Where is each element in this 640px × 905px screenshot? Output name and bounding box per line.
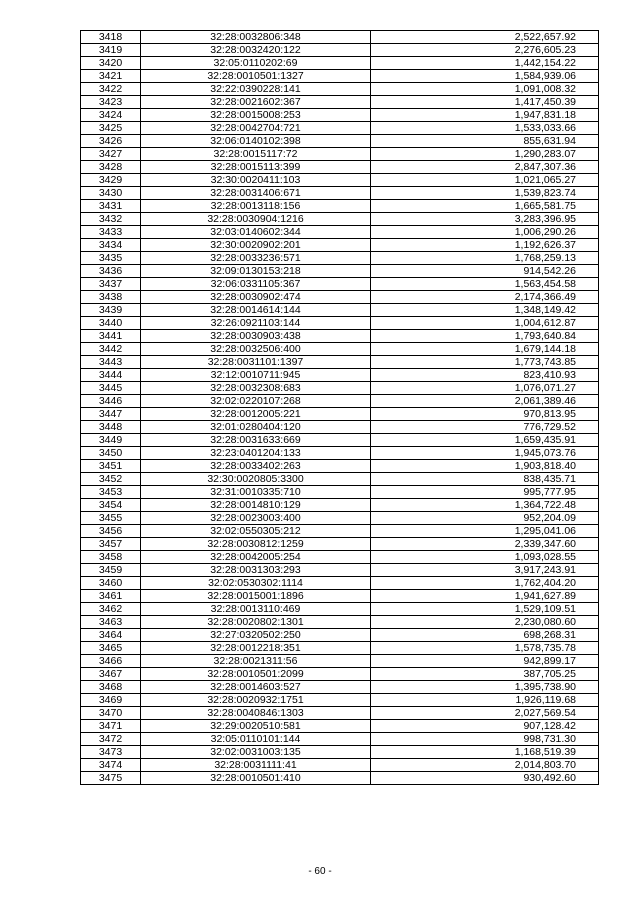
value-cell: 907,128.42 (371, 720, 599, 733)
value-cell: 823,410.93 (371, 369, 599, 382)
row-number-cell: 3427 (81, 148, 141, 161)
value-cell: 1,348,149.42 (371, 304, 599, 317)
cadastral-number-cell: 32:28:0020802:1301 (141, 616, 371, 629)
row-number-cell: 3468 (81, 681, 141, 694)
cadastral-number-cell: 32:05:0110202:69 (141, 57, 371, 70)
row-number-cell: 3422 (81, 83, 141, 96)
table-row (81, 603, 599, 616)
table-row (81, 148, 599, 161)
row-number-cell: 3474 (81, 759, 141, 772)
cadastral-number-cell: 32:28:0023003:400 (141, 512, 371, 525)
value-cell: 942,899.17 (371, 655, 599, 668)
value-cell: 1,679,144.18 (371, 343, 599, 356)
value-cell: 914,542.26 (371, 265, 599, 278)
row-number-cell: 3450 (81, 447, 141, 460)
table-row (81, 122, 599, 135)
value-cell: 1,021,065.27 (371, 174, 599, 187)
value-cell: 1,563,454.58 (371, 278, 599, 291)
table-row (81, 239, 599, 252)
row-number-cell: 3426 (81, 135, 141, 148)
table-row (81, 330, 599, 343)
cadastral-number-cell: 32:28:0021311:56 (141, 655, 371, 668)
row-number-cell: 3428 (81, 161, 141, 174)
row-number-cell: 3430 (81, 187, 141, 200)
cadastral-number-cell: 32:28:0020932:1751 (141, 694, 371, 707)
row-number-cell: 3465 (81, 642, 141, 655)
cadastral-number-cell: 32:28:0030812:1259 (141, 538, 371, 551)
page-number: - 60 - (308, 866, 332, 877)
cadastral-number-cell: 32:28:0032308:683 (141, 382, 371, 395)
cadastral-number-cell: 32:28:0031633:669 (141, 434, 371, 447)
table-row (81, 200, 599, 213)
value-cell: 1,417,450.39 (371, 96, 599, 109)
cadastral-number-cell: 32:28:0033402:263 (141, 460, 371, 473)
cadastral-number-cell: 32:28:0031111:41 (141, 759, 371, 772)
row-number-cell: 3440 (81, 317, 141, 330)
row-number-cell: 3438 (81, 291, 141, 304)
row-number-cell: 3439 (81, 304, 141, 317)
row-number-cell: 3446 (81, 395, 141, 408)
cadastral-number-cell: 32:28:0014603:527 (141, 681, 371, 694)
value-cell: 1,290,283.07 (371, 148, 599, 161)
table-row (81, 226, 599, 239)
value-cell: 1,539,823.74 (371, 187, 599, 200)
table-row (81, 278, 599, 291)
row-number-cell: 3473 (81, 746, 141, 759)
value-cell: 1,091,008.32 (371, 83, 599, 96)
cadastral-number-cell: 32:09:0130153:218 (141, 265, 371, 278)
cadastral-number-cell: 32:28:0033236:571 (141, 252, 371, 265)
cadastral-number-cell: 32:05:0110101:144 (141, 733, 371, 746)
row-number-cell: 3452 (81, 473, 141, 486)
table-row (81, 616, 599, 629)
row-number-cell: 3436 (81, 265, 141, 278)
row-number-cell: 3429 (81, 174, 141, 187)
row-number-cell: 3423 (81, 96, 141, 109)
cadastral-number-cell: 32:28:0015113:399 (141, 161, 371, 174)
value-cell: 1,295,041.06 (371, 525, 599, 538)
value-cell: 1,584,939.06 (371, 70, 599, 83)
row-number-cell: 3466 (81, 655, 141, 668)
table-row (81, 408, 599, 421)
row-number-cell: 3421 (81, 70, 141, 83)
value-cell: 1,076,071.27 (371, 382, 599, 395)
cadastral-number-cell: 32:28:0015117:72 (141, 148, 371, 161)
value-cell: 2,339,347.60 (371, 538, 599, 551)
cadastral-number-cell: 32:28:0010501:2099 (141, 668, 371, 681)
row-number-cell: 3472 (81, 733, 141, 746)
table-row (81, 317, 599, 330)
value-cell: 855,631.94 (371, 135, 599, 148)
cadastral-number-cell: 32:28:0014810:129 (141, 499, 371, 512)
table-row (81, 291, 599, 304)
table-row (81, 694, 599, 707)
row-number-cell: 3469 (81, 694, 141, 707)
value-cell: 1,945,073.76 (371, 447, 599, 460)
table-row (81, 382, 599, 395)
cadastral-number-cell: 32:28:0030904:1216 (141, 213, 371, 226)
value-cell: 1,903,818.40 (371, 460, 599, 473)
value-cell: 1,665,581.75 (371, 200, 599, 213)
cadastral-number-cell: 32:28:0040846:1303 (141, 707, 371, 720)
value-cell: 1,773,743.85 (371, 356, 599, 369)
cadastral-number-cell: 32:28:0031303:293 (141, 564, 371, 577)
cadastral-number-cell: 32:28:0042005:254 (141, 551, 371, 564)
cadastral-number-cell: 32:28:0010501:410 (141, 772, 371, 785)
value-cell: 1,941,627.89 (371, 590, 599, 603)
cadastral-number-cell: 32:28:0031406:671 (141, 187, 371, 200)
table-row (81, 525, 599, 538)
table-row (81, 590, 599, 603)
value-cell: 1,529,109.51 (371, 603, 599, 616)
value-cell: 387,705.25 (371, 668, 599, 681)
table-row (81, 109, 599, 122)
cadastral-number-cell: 32:29:0020510:581 (141, 720, 371, 733)
row-number-cell: 3418 (81, 31, 141, 44)
table-row (81, 174, 599, 187)
cadastral-number-cell: 32:28:0010501:1327 (141, 70, 371, 83)
cadastral-number-cell: 32:02:0530302:1114 (141, 577, 371, 590)
table-row (81, 759, 599, 772)
table-row (81, 473, 599, 486)
row-number-cell: 3444 (81, 369, 141, 382)
table-row (81, 343, 599, 356)
cadastral-number-cell: 32:06:0140102:398 (141, 135, 371, 148)
row-number-cell: 3419 (81, 44, 141, 57)
row-number-cell: 3432 (81, 213, 141, 226)
row-number-cell: 3449 (81, 434, 141, 447)
value-cell: 1,659,435.91 (371, 434, 599, 447)
row-number-cell: 3424 (81, 109, 141, 122)
cadastral-number-cell: 32:02:0031003:135 (141, 746, 371, 759)
cadastral-number-cell: 32:28:0030903:438 (141, 330, 371, 343)
cadastral-number-cell: 32:31:0010335:710 (141, 486, 371, 499)
cadastral-number-cell: 32:28:0021602:367 (141, 96, 371, 109)
value-cell: 1,004,612.87 (371, 317, 599, 330)
cadastral-number-cell: 32:28:0014614:144 (141, 304, 371, 317)
row-number-cell: 3442 (81, 343, 141, 356)
cadastral-value-table (80, 30, 599, 785)
cadastral-number-cell: 32:12:0010711:945 (141, 369, 371, 382)
cadastral-number-cell: 32:28:0031101:1397 (141, 356, 371, 369)
row-number-cell: 3445 (81, 382, 141, 395)
value-cell: 970,813.95 (371, 408, 599, 421)
table-row (81, 772, 599, 785)
table-row (81, 499, 599, 512)
value-cell: 2,027,569.54 (371, 707, 599, 720)
table-row (81, 629, 599, 642)
table-row (81, 44, 599, 57)
table-row (81, 486, 599, 499)
value-cell: 1,364,722.48 (371, 499, 599, 512)
table-row (81, 551, 599, 564)
table-row (81, 720, 599, 733)
cadastral-number-cell: 32:28:0015008:253 (141, 109, 371, 122)
cadastral-number-cell: 32:26:0921103:144 (141, 317, 371, 330)
value-cell: 1,926,119.68 (371, 694, 599, 707)
row-number-cell: 3425 (81, 122, 141, 135)
row-number-cell: 3464 (81, 629, 141, 642)
value-cell: 3,283,396.95 (371, 213, 599, 226)
table-row (81, 512, 599, 525)
cadastral-number-cell: 32:27:0320502:250 (141, 629, 371, 642)
value-cell: 698,268.31 (371, 629, 599, 642)
cadastral-number-cell: 32:28:0015001:1896 (141, 590, 371, 603)
row-number-cell: 3457 (81, 538, 141, 551)
value-cell: 2,014,803.70 (371, 759, 599, 772)
row-number-cell: 3456 (81, 525, 141, 538)
cadastral-number-cell: 32:30:0020411:103 (141, 174, 371, 187)
row-number-cell: 3443 (81, 356, 141, 369)
row-number-cell: 3461 (81, 590, 141, 603)
cadastral-number-cell: 32:28:0013110:469 (141, 603, 371, 616)
table-row (81, 187, 599, 200)
cadastral-number-cell: 32:28:0030902:474 (141, 291, 371, 304)
table-row (81, 746, 599, 759)
table-row (81, 135, 599, 148)
cadastral-number-cell: 32:02:0550305:212 (141, 525, 371, 538)
value-cell: 1,006,290.26 (371, 226, 599, 239)
cadastral-number-cell: 32:28:0042704:721 (141, 122, 371, 135)
value-cell: 998,731.30 (371, 733, 599, 746)
value-cell: 3,917,243.91 (371, 564, 599, 577)
value-cell: 2,276,605.23 (371, 44, 599, 57)
row-number-cell: 3467 (81, 668, 141, 681)
cadastral-number-cell: 32:28:0012218:351 (141, 642, 371, 655)
cadastral-number-cell: 32:06:0331105:367 (141, 278, 371, 291)
cadastral-number-cell: 32:03:0140602:344 (141, 226, 371, 239)
value-cell: 1,768,259.13 (371, 252, 599, 265)
value-cell: 1,093,028.55 (371, 551, 599, 564)
row-number-cell: 3462 (81, 603, 141, 616)
value-cell: 776,729.52 (371, 421, 599, 434)
table-row (81, 434, 599, 447)
table-row (81, 564, 599, 577)
row-number-cell: 3447 (81, 408, 141, 421)
cadastral-number-cell: 32:28:0032806:348 (141, 31, 371, 44)
row-number-cell: 3460 (81, 577, 141, 590)
table-row (81, 70, 599, 83)
table-row (81, 642, 599, 655)
value-cell: 1,395,738.90 (371, 681, 599, 694)
row-number-cell: 3458 (81, 551, 141, 564)
table-row (81, 96, 599, 109)
table-row (81, 707, 599, 720)
cadastral-number-cell: 32:22:0390228:141 (141, 83, 371, 96)
value-cell: 1,192,626.37 (371, 239, 599, 252)
table-row (81, 57, 599, 70)
row-number-cell: 3431 (81, 200, 141, 213)
value-cell: 2,230,080.60 (371, 616, 599, 629)
value-cell: 2,847,307.36 (371, 161, 599, 174)
row-number-cell: 3459 (81, 564, 141, 577)
value-cell: 1,168,519.39 (371, 746, 599, 759)
table-row (81, 681, 599, 694)
table-row (81, 252, 599, 265)
cadastral-number-cell: 32:28:0032420:122 (141, 44, 371, 57)
value-cell: 1,947,831.18 (371, 109, 599, 122)
table-row (81, 577, 599, 590)
cadastral-number-cell: 32:02:0220107:268 (141, 395, 371, 408)
value-cell: 838,435.71 (371, 473, 599, 486)
table-row (81, 538, 599, 551)
cadastral-number-cell: 32:28:0013118:156 (141, 200, 371, 213)
row-number-cell: 3454 (81, 499, 141, 512)
cadastral-number-cell: 32:30:0020902:201 (141, 239, 371, 252)
table-row (81, 356, 599, 369)
table-row (81, 395, 599, 408)
row-number-cell: 3470 (81, 707, 141, 720)
value-cell: 995,777.95 (371, 486, 599, 499)
row-number-cell: 3455 (81, 512, 141, 525)
row-number-cell: 3453 (81, 486, 141, 499)
row-number-cell: 3434 (81, 239, 141, 252)
cadastral-number-cell: 32:28:0012005:221 (141, 408, 371, 421)
value-cell: 952,204.09 (371, 512, 599, 525)
row-number-cell: 3471 (81, 720, 141, 733)
value-cell: 1,578,735.78 (371, 642, 599, 655)
table-row (81, 83, 599, 96)
row-number-cell: 3463 (81, 616, 141, 629)
table-row (81, 161, 599, 174)
cadastral-number-cell: 32:23:0401204:133 (141, 447, 371, 460)
value-cell: 2,522,657.92 (371, 31, 599, 44)
table-row (81, 655, 599, 668)
table-row (81, 460, 599, 473)
table-row (81, 447, 599, 460)
row-number-cell: 3451 (81, 460, 141, 473)
table-row (81, 265, 599, 278)
row-number-cell: 3437 (81, 278, 141, 291)
cadastral-number-cell: 32:30:0020805:3300 (141, 473, 371, 486)
table-body (81, 31, 599, 785)
row-number-cell: 3448 (81, 421, 141, 434)
value-cell: 1,762,404.20 (371, 577, 599, 590)
table-row (81, 733, 599, 746)
table-row (81, 31, 599, 44)
value-cell: 1,533,033.66 (371, 122, 599, 135)
table-row (81, 421, 599, 434)
table-row (81, 304, 599, 317)
value-cell: 930,492.60 (371, 772, 599, 785)
row-number-cell: 3420 (81, 57, 141, 70)
cadastral-number-cell: 32:01:0280404:120 (141, 421, 371, 434)
table-row (81, 213, 599, 226)
table-row (81, 369, 599, 382)
value-cell: 1,793,640.84 (371, 330, 599, 343)
row-number-cell: 3441 (81, 330, 141, 343)
value-cell: 2,061,389.46 (371, 395, 599, 408)
cadastral-number-cell: 32:28:0032506:400 (141, 343, 371, 356)
value-cell: 1,442,154.22 (371, 57, 599, 70)
row-number-cell: 3433 (81, 226, 141, 239)
value-cell: 2,174,366.49 (371, 291, 599, 304)
row-number-cell: 3475 (81, 772, 141, 785)
row-number-cell: 3435 (81, 252, 141, 265)
table-row (81, 668, 599, 681)
